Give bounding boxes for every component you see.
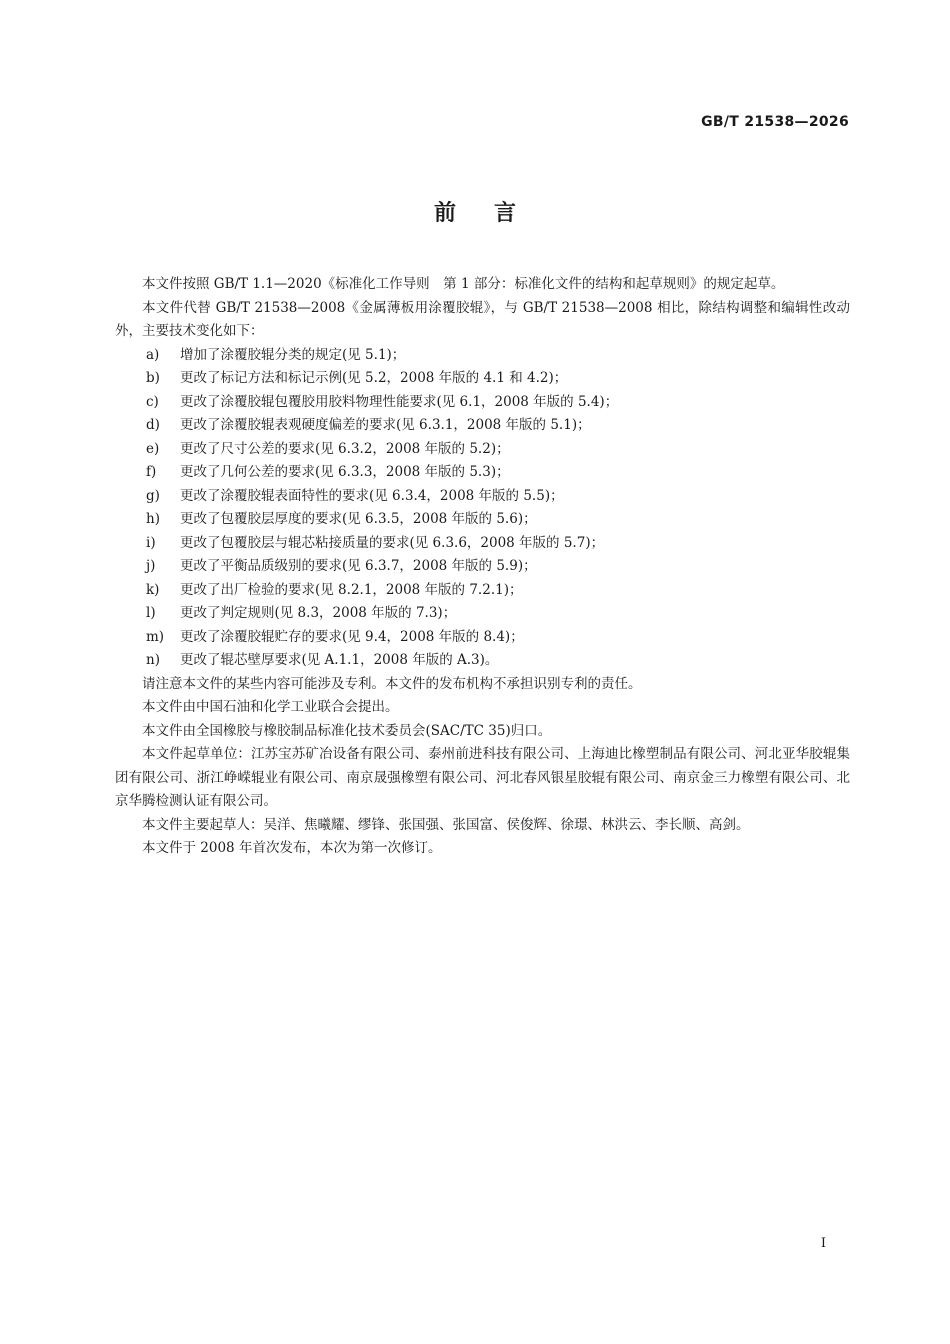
page-number: I — [820, 1236, 826, 1251]
standard-code: GB/T 21538—2026 — [701, 114, 849, 130]
list-item-text: 更改了包覆胶层厚度的要求(见 6.3.5，2008 年版的 5.6)； — [180, 511, 537, 527]
patent-notice-paragraph: 请注意本文件的某些内容可能涉及专利。本文件的发布机构不承担识别专利的责任。 — [142, 675, 642, 692]
technical-changes-list — [115, 344, 850, 673]
committee-paragraph: 本文件由全国橡胶与橡胶制品标准化技术委员会(SAC/TC 35)归口。 — [142, 722, 552, 739]
drafting-units-paragraph: 本文件起草单位：江苏宝苏矿冶设备有限公司、泰州前进科技有限公司、上海迪比橡塑制品有限公司、河北亚华胶辊集团有限公司、浙江峥嵘辊业有限公司、南京晟强橡塑有限公司、河北春风银星胶辊有限公司、南京金三力橡塑有限公司、北京华腾检测认证有限公司。 — [115, 746, 850, 809]
list-item-text: 更改了判定规则(见 8.3，2008 年版的 7.3)； — [180, 605, 457, 621]
proposer-paragraph: 本文件由中国石油和化学工业联合会提出。 — [142, 699, 399, 715]
page-title: 前言 — [433, 201, 554, 226]
list-item-marker: i) — [146, 534, 156, 551]
list-item — [115, 626, 850, 650]
list-item-text: 更改了出厂检验的要求(见 8.2.1，2008 年版的 7.2.1)； — [180, 581, 523, 598]
list-item-text: 更改了几何公差的要求(见 6.3.3，2008 年版的 5.3)； — [180, 464, 510, 480]
list-item — [115, 461, 850, 485]
list-item-marker: a) — [146, 346, 160, 363]
list-item-text: 更改了辊芯壁厚要求(见 A.1.1，2008 年版的 A.3)。 — [180, 652, 499, 668]
list-item — [115, 438, 850, 462]
list-item — [115, 649, 850, 673]
list-item-text: 更改了涂覆胶辊表面特性的要求(见 6.3.4，2008 年版的 5.5)； — [180, 487, 564, 504]
list-item — [115, 485, 850, 509]
list-item-text: 增加了涂覆胶辊分类的规定(见 5.1)； — [180, 346, 406, 363]
list-item-marker: m) — [146, 628, 165, 645]
document-body — [115, 273, 850, 861]
list-item-text: 更改了涂覆胶辊包覆胶用胶料物理性能要求(见 6.1，2008 年版的 5.4)； — [180, 393, 619, 410]
list-item-text: 更改了标记方法和标记示例(见 5.2，2008 年版的 4.1 和 4.2)； — [180, 370, 568, 386]
list-item — [115, 391, 850, 415]
list-item-marker: j) — [146, 558, 156, 574]
intro-paragraph-drafting-rules: 本文件按照 GB/T 1.1—2020《标准化工作导则 第 1 部分：标准化文件的结构和起草规则》的规定起草。 — [142, 276, 785, 292]
list-item-marker: b) — [146, 370, 160, 386]
list-item — [115, 555, 850, 579]
list-item-text: 更改了涂覆胶辊贮存的要求(见 9.4，2008 年版的 8.4)； — [180, 628, 524, 645]
intro-paragraph-replacement: 本文件代替 GB/T 21538—2008《金属薄板用涂覆胶辊》，与 GB/T 21538—2008 相比，除结构调整和编辑性改动外，主要技术变化如下： — [115, 299, 850, 339]
list-item-marker: k) — [146, 581, 160, 598]
list-item — [115, 602, 850, 626]
drafters-paragraph: 本文件主要起草人：吴洋、焦曦耀、缪锋、张国强、张国富、侯俊辉、徐璟、林洪云、李长顺、高剑。 — [142, 816, 750, 833]
list-item-marker: f) — [146, 464, 157, 480]
list-item-text: 更改了涂覆胶辊表观硬度偏差的要求(见 6.3.1，2008 年版的 5.1)； — [180, 417, 591, 433]
list-item — [115, 367, 850, 391]
list-item — [115, 532, 850, 556]
list-item — [115, 344, 850, 368]
list-item — [115, 414, 850, 438]
list-item-text: 更改了尺寸公差的要求(见 6.3.2，2008 年版的 5.2)； — [180, 440, 510, 457]
publication-history-paragraph: 本文件于 2008 年首次发布，本次为第一次修订。 — [142, 840, 442, 856]
list-item-text: 更改了平衡品质级别的要求(见 6.3.7，2008 年版的 5.9)； — [180, 558, 537, 574]
list-item-marker: c) — [146, 393, 159, 410]
list-item-marker: n) — [146, 652, 160, 668]
list-item-marker: e) — [146, 440, 160, 457]
list-item-marker: h) — [146, 511, 160, 527]
list-item — [115, 508, 850, 532]
list-item-marker: g) — [146, 487, 160, 504]
list-item-marker: l) — [146, 605, 156, 621]
list-item-marker: d) — [146, 417, 160, 433]
list-item-text: 更改了包覆胶层与辊芯粘接质量的要求(见 6.3.6，2008 年版的 5.7)； — [180, 534, 605, 551]
list-item — [115, 579, 850, 603]
